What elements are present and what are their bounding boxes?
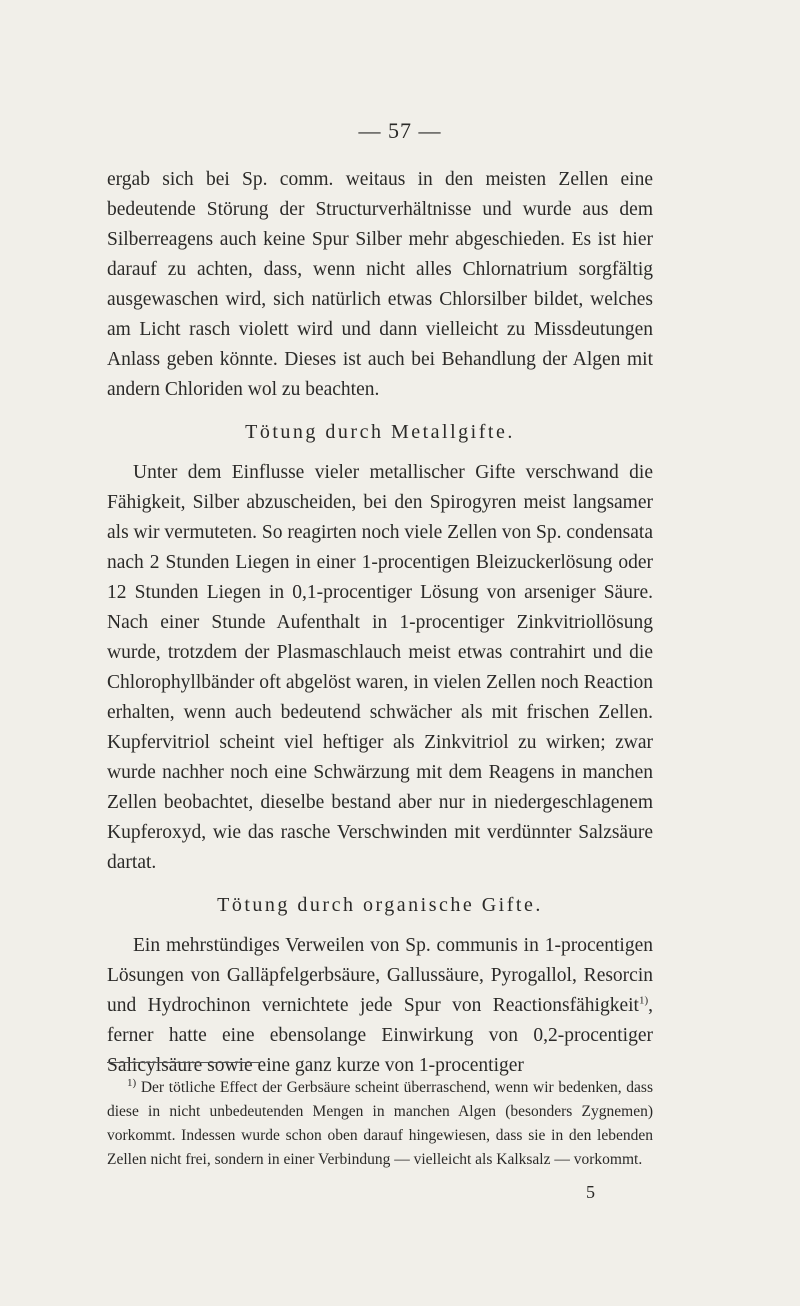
paragraph-2: Unter dem Einflusse vieler metallischer Gifte verschwand die Fähigkeit, Silber abzuscheiden, bei den Spirogyren meist langsamer als wir vermuteten. So reagirten noch viele Zellen von Sp. condensata nach 2 Stunden Liegen in einer 1-procentigen Bleizuckerlösung oder 12 Stunden Liegen in 0,1-procentiger Lösung von arseniger Säure. Nach einer Stunde Aufenthalt in 1-procentiger Zinkvitriollösung wurde, trotzdem der Plasmaschlauch meist etwas contrahirt und die Chlorophyllbänder oft abgelöst waren, in vielen Zellen noch Reaction erhalten, wenn auch bedeutend schwächer als mit frischen Zellen. Kupfervitriol scheint viel heftiger als Zinkvitriol zu wirken; zwar wurde nachher noch eine Schwärzung mit dem Reagens in manchen Zellen beobachtet, dieselbe bestand aber nur in niedergeschlagenem Kupferoxyd, wie das rasche Verschwinden mit verdünnter Salzsäure dartat. <box>107 462 653 873</box>
footnote-text: Der tötliche Effect der Gerbsäure scheint überraschend, wenn wir bedenken, dass diese in nicht unbedeutenden Mengen in manchen Algen (besonders Zygnemen) vorkommt. Indessen wurde schon oben darauf hingewiesen, dass sie in den lebenden Zellen nicht frei, sondern in einer Verbindung — vielleicht als Kalksalz — vorkommt. <box>107 1079 653 1168</box>
footnote-reference: 1) <box>638 994 649 1007</box>
paragraph-1: ergab sich bei Sp. comm. weitaus in den meisten Zellen eine bedeutende Störung der Structurverhältnisse und wurde aus dem Silberreagens auch keine Spur Silber mehr abgeschieden. Es ist hier darauf zu achten, dass, wenn nicht alles Chlornatrium sorgfältig ausgewaschen wird, sich natürlich etwas Chlorsilber bildet, welches am Licht rasch violett wird und dann vielleicht zu Missdeutungen Anlass geben könnte. Dieses ist auch bei Behandlung der Algen mit andern Chloriden wol zu beachten. <box>107 169 653 400</box>
page-number: — 57 — <box>358 118 442 143</box>
main-text <box>107 165 653 1081</box>
paragraph-3-part-2: , ferner hatte eine ebensolange Einwirkung von 0,2-procentiger Salicylsäure sowie eine ganz kurze von 1-procentiger <box>107 995 653 1076</box>
paragraph-3-part-1: Ein mehrstündiges Verweilen von Sp. communis in 1-procentigen Lösungen von Galläpfelgerbsäure, Gallussäure, Pyrogallol, Resorcin und Hydrochinon vernichtete jede Spur von Reactionsfähigkeit <box>107 935 653 1016</box>
footnote-marker: 1) <box>127 1076 137 1089</box>
section-heading-organische-gifte: Tötung durch organische Gifte. <box>217 894 543 916</box>
signature-mark: 5 <box>586 1182 595 1202</box>
footnote-divider <box>107 1062 259 1063</box>
paragraph-3 <box>107 931 653 1081</box>
section-heading-metallgifte: Tötung durch Metallgifte. <box>245 421 515 443</box>
footnote <box>107 1076 653 1172</box>
